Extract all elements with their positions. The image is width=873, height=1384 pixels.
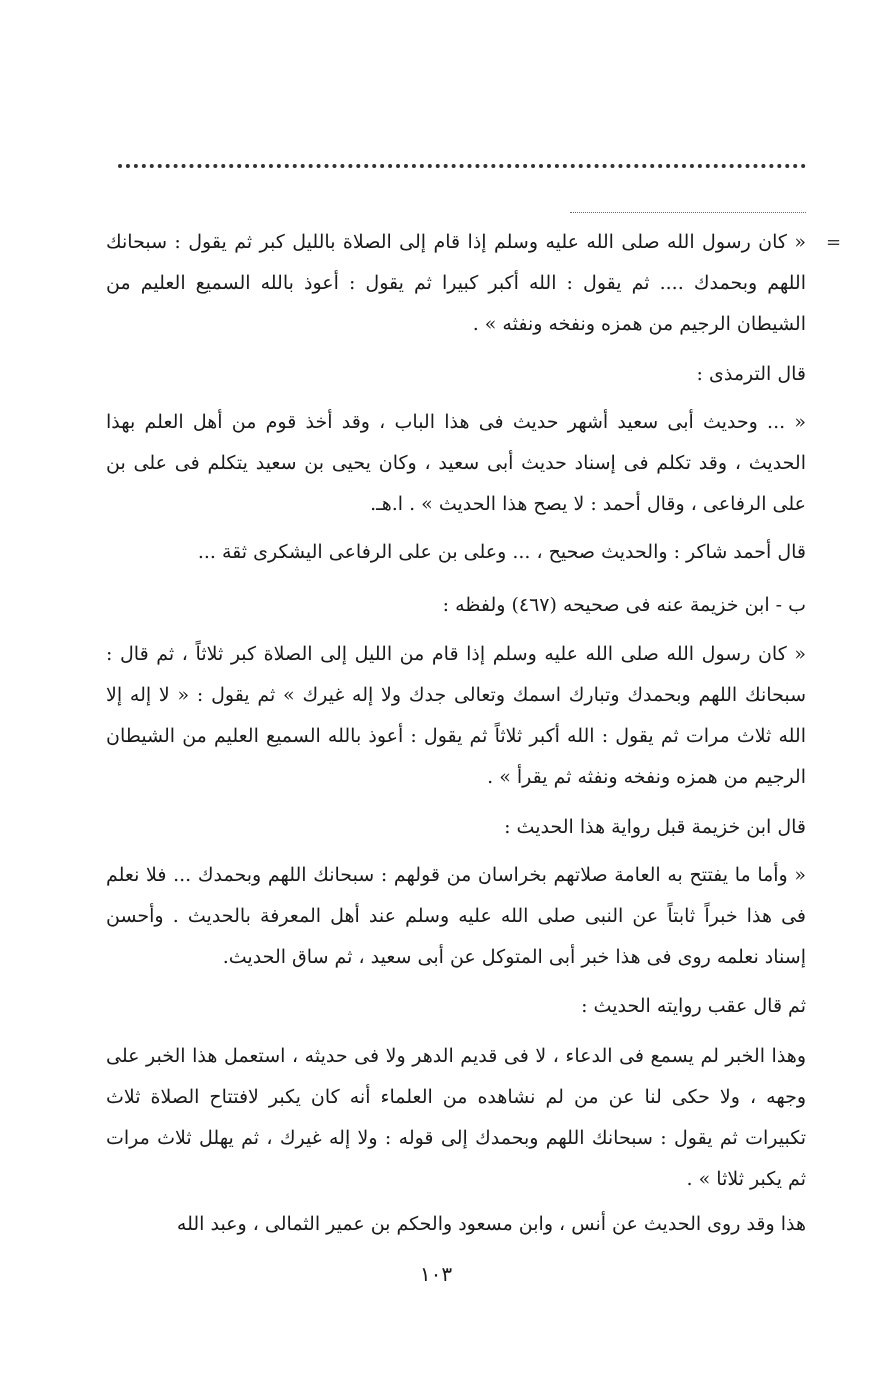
footnote-dotted-rule — [570, 204, 806, 213]
paragraph-hadith-quote: « كان رسول الله صلى الله عليه وسلم إذا قام إلى الصلاة بالليل كبر ثم يقول : سبحانك اللهم وبحمدك .... ثم يقول : الله أكبر كبيرا ثم يقول : أعوذ بالله السميع العليم من الشيطان الرجيم من همزه ونفخه ونفثه » . — [106, 231, 806, 335]
paragraph-ibn-khuzaymah-hadith: « كان رسول الله صلى الله عليه وسلم إذا قام من الليل إلى الصلاة كبر ثلاثاً ، ثم قال : سبحانك اللهم وبحمدك وتبارك اسمك وتعالى جدك ولا إله غيرك » ثم يقول : « لا إله إلا الله ثلاث مرات ثم يقول : الله أكبر ثلاثاً ثم يقول : أعوذ بالله السميع العليم من الشيطان الرجيم من همزه ونفخه ونفثه ثم يقرأ » . — [106, 643, 806, 788]
continuation-mark: = — [826, 232, 842, 253]
page-number: ١٠٣ — [419, 1262, 453, 1286]
header-dotted-rule — [118, 150, 806, 168]
paragraph-after-narration-heading: ثم قال عقب روايته الحديث : — [581, 995, 806, 1017]
paragraph-ibn-khuzaymah-heading: قال ابن خزيمة قبل رواية هذا الحديث : — [504, 816, 806, 838]
paragraph-tirmidhi-quote: « ... وحديث أبى سعيد أشهر حديث فى هذا الباب ، وقد أخذ قوم من أهل العلم بهذا الحديث ، وقد تكلم فى إسناد حديث أبى سعيد ، وكان يحيى بن سعيد يتكلم فى على بن على الرفاعى ، وقال أحمد : لا يصح هذا الحديث » . ا.هـ. — [106, 411, 806, 515]
paragraph-ahmad-shakir: قال أحمد شاكر : والحديث صحيح ، ... وعلى بن على الرفاعى اليشكرى ثقة ... — [197, 541, 806, 563]
paragraph-other-narrators: هذا وقد روى الحديث عن أنس ، وابن مسعود والحكم بن عمير الثمالى ، وعبد الله — [176, 1213, 806, 1235]
paragraph-ibn-khuzaymah-source: ب - ابن خزيمة عنه فى صحيحه (٤٦٧) ولفظه : — [442, 594, 806, 616]
paragraph-after-narration-comment: وهذا الخبر لم يسمع فى الدعاء ، لا فى قديم الدهر ولا فى حديثه ، استعمل هذا الخبر على وجهه ، ولا حكى لنا عن من لم نشاهده من العلماء أنه كان يكبر لافتتاح الصلاة ثلاث تكبيرات ثم يقول : سبحانك اللهم وبحمدك إلى قوله : ولا إله غيرك ، ثم يهلل ثلاث مرات ثم يكبر ثلاثا » . — [106, 1045, 806, 1190]
paragraph-ibn-khuzaymah-comment: « وأما ما يفتتح به العامة صلاتهم بخراسان من قولهم : سبحانك اللهم وبحمدك ... فلا نعلم فى هذا خبراً ثابتاً عن النبى صلى الله عليه وسلم عند أهل المعرفة بالحديث . وأحسن إسناد نعلمه روى فى هذا خبر أبى المتوكل عن أبى سعيد ، ثم ساق الحديث. — [106, 864, 806, 968]
paragraph-tirmidhi-heading: قال الترمذى : — [696, 363, 806, 385]
